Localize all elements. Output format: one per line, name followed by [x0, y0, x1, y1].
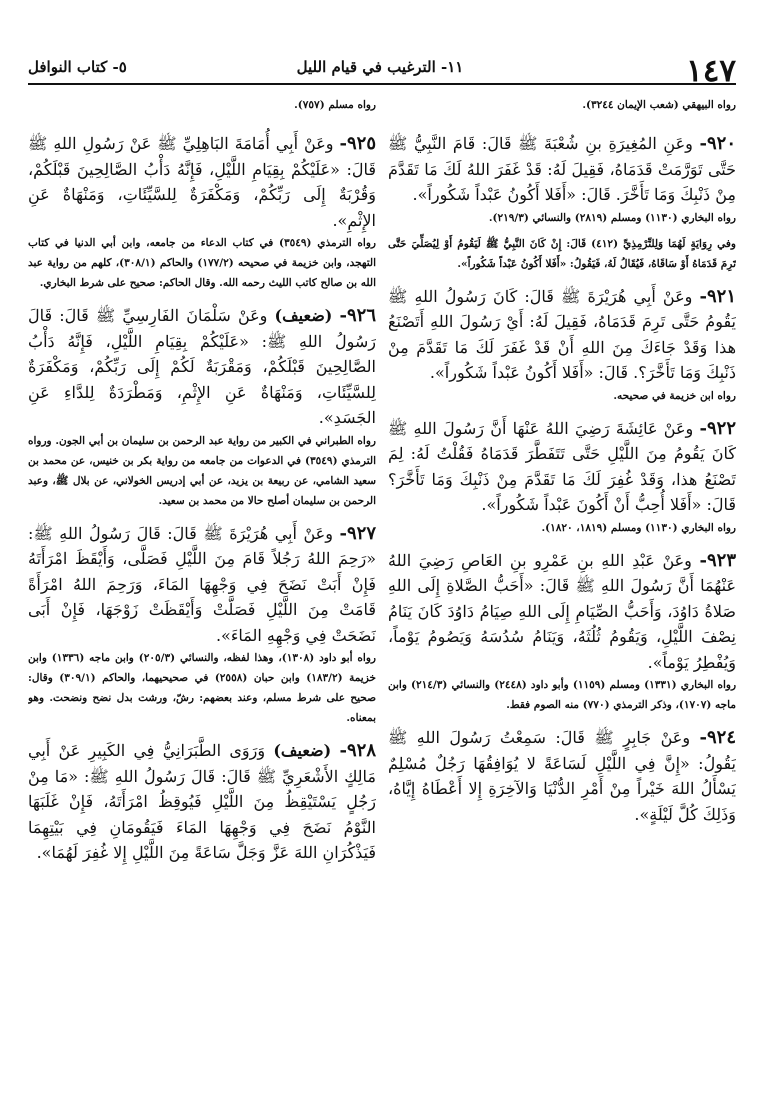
- source-note: رواه البخاري (١٣٣١) ومسلم (١١٥٩) وأبو داود (٢٤٤٨) والنسائي (٢١٤/٣) وابن ماجه (١٧٠٧)، وذكر الترمذي (٧٧٠) منه الصوم فقط.: [388, 679, 736, 711]
- source-note: رواه البيهقي (شعب الإيمان ٣٢٤٤).: [582, 99, 736, 111]
- hadith-number: ٩٢٠-: [699, 133, 736, 154]
- hadith-number: ٩٢٢-: [699, 417, 736, 439]
- source-note: رواه الترمذي (٣٥٤٩) في كتاب الدعاء من جامعه، وابن أبي الدنيا في كتاب التهجد، وابن خزيمة في صحيحه (١٧٧/٢) والحاكم (٣٠٨/١)، كلهم من رواية عبد الله بن صالح كاتب الليث رحمه الله. وقال الحاكم: صحيح على شرط البخاري.: [28, 237, 376, 289]
- hadith-text: ٩٢٨- (ضعيف) وَرَوَى الطَّبَرَانِيُّ فِي الكَبِيرِ عَنْ أَبِي مَالِكٍ الأَشْعَرِيِّ ﷺ قَالَ: قَالَ رَسُولُ اللهِ ﷺ: «مَا مِنْ رَجُلٍ يَسْتَيْقِظُ مِنَ اللَّيْلِ فَيُوقِظُ امْرَأَتَهُ، فَإِنْ غَلَبَهَا النَّوْمُ نَضَحَ فِي وَجْهِهَا المَاءَ فَيَقُومَانِ فِي بَيْتِهِمَا فَيَذْكُرَانِ اللهَ عَزَّ وَجَلَّ سَاعَةً مِنَ اللَّيْلِ إِلا غُفِرَ لَهُمَا».: [28, 740, 376, 862]
- hadith-text: ٩٢٦- (ضعيف) وعَنْ سَلْمَانَ الفَارِسِيِّ ﷺ قَالَ: قَالَ رَسُولُ اللهِ ﷺ: «عَلَيْكُمْ بِقِيَامِ اللَّيْلِ، فَإِنَّهُ دَأْبُ الصَّالِحِينَ قَبْلَكُمْ، وَمَقْرَبَةٌ لَكُمْ إِلَى رَبِّكُمْ، وَمَكْفَرَةٌ لِلسَّيِّئَاتِ، وَمَنْهَاةٌ عَنِ الإِثْمِ، وَمَطْرَدَةٌ لِلدَّاءِ عَنِ الجَسَدِ».: [28, 305, 376, 427]
- hadith-text: ٩٢٥- وعَنْ أَبِي أُمَامَةَ البَاهِلِيِّ ﷺ عَنْ رَسُولِ اللهِ ﷺ قَالَ: «عَلَيْكُمْ بِقِيَامِ اللَّيْلِ، فَإِنَّهُ دَأْبُ الصَّالِحِينَ قَبْلَكُمْ، وَقُرْبَةٌ إِلَى رَبِّكُمْ، وَمَكْفَرَةٌ لِلسَّيِّئَاتِ، وَمَنْهَاةٌ عَنِ الإِثْمِ».: [28, 133, 376, 230]
- hadith-920: [388, 131, 736, 274]
- source-note: رواه ابن خزيمة في صحيحه.: [613, 389, 736, 402]
- hadith-text: ٩٢٤- وعَنْ جَابِرٍ ﷺ قَالَ: سَمِعْتُ رَسُولَ اللهِ ﷺ يَقُولُ: «إِنَّ فِي اللَّيْلِ لَسَاعَةً لا يُوَافِقُهَا رَجُلٌ مُسْلِمٌ يَسْأَلُ اللهَ خَيْراً مِنْ أَمْرِ الدُّنْيَا وَالآخِرَةِ إِلا أَعْطَاهُ إِيَّاهُ، وَذَلِكَ كُلَّ لَيْلَةٍ».: [388, 727, 736, 824]
- hadith-924: [388, 725, 736, 827]
- header-rule: [28, 83, 736, 85]
- hadith-number: ٩٢٨-: [339, 740, 376, 761]
- hadith-927: [28, 521, 376, 729]
- hadith-text: ٩٢٧- وعَنْ أَبِي هُرَيْرَةَ ﷺ قَالَ: قَالَ رَسُولُ اللهِ ﷺ: «رَحِمَ اللهُ رَجُلاً قَامَ مِنَ اللَّيْلِ فَصَلَّى، وَأَيْقَظَ امْرَأَتَهُ فَإِنْ أَبَتْ نَضَحَ فِي وَجْهِهَا المَاءَ، وَرَحِمَ اللهُ امْرَأَةً قَامَتْ مِنَ اللَّيْلِ فَصَلَّتْ وَأَيْقَظَتْ زَوْجَهَا، فَإِنْ أَبَى نَضَحَتْ فِي وَجْهِهِ المَاءَ».: [28, 522, 376, 645]
- hadith-922: [388, 416, 736, 538]
- source-note: رواه البخاري (١١٣٠) ومسلم (٢٨١٩) والنسائي (٢١٩/٣).: [488, 211, 736, 224]
- hadith-925: [28, 131, 376, 293]
- hadith-number: ٩٢٥-: [339, 133, 376, 154]
- grade-tag: (ضعيف): [274, 306, 333, 325]
- hadith-number: ٩٢٣-: [699, 549, 736, 571]
- hadith-921: [388, 284, 736, 406]
- hadith-text: ٩٢٠- وعَنِ المُغِيرَةِ بنِ شُعْبَةَ ﷺ قَالَ: قَامَ النَّبِيُّ ﷺ حَتَّى تَوَرَّمَتْ قَدَمَاهُ، فَقِيلَ لَهُ: قَدْ غَفَرَ اللهُ لَكَ مَا تَقَدَّمَ مِنْ ذَنْبِكَ وَمَا تَأَخَّرَ. قَالَ: «أَفَلا أَكُونُ عَبْداً شَكُوراً».: [388, 133, 736, 204]
- hadith-928: [28, 738, 376, 866]
- hadith-923: [388, 548, 736, 716]
- chapter-title: ١١- الترغيب في قيام الليل: [296, 58, 464, 76]
- source-note: رواه البخاري (١١٣٠) ومسلم (١٨١٩، ١٨٢٠).: [541, 521, 736, 534]
- page-number: ١٤٧: [686, 53, 736, 89]
- hadith-text: ٩٢١- وعَنْ أَبِي هُرَيْرَةَ ﷺ قَالَ: كَانَ رَسُولُ اللهِ ﷺ يَقُومُ حَتَّى تَرِمَ قَدَمَاهُ، فَقِيلَ لَهُ: أَيْ رَسُولَ اللهِ أَتَصْنَعُ هذا وَقَدْ جَاءَكَ مِنَ اللهِ أَنْ قَدْ غَفَرَ لَكَ مَا تَقَدَّمَ مِنْ ذَنْبِكَ وَمَا تَأَخَّرَ؟. قَالَ: «أَفَلا أَكُونُ عَبْداً شَكُوراً».: [388, 285, 736, 382]
- source-note-extra: وفي رِوَايَةٍ لَهُمَا وَلِلتِّرْمِذِيِّ (٤١٢) قَالَ: إِنْ كَانَ النَّبِيُّ ﷺ لَيَقُومُ أَوْ لِيُصَلِّيَ حَتَّى تَرِمَ قَدَمَاهُ أَوْ سَاقَاهُ، فَيُقَالُ لَهُ، فَيَقُولُ: «أَفَلا أَكُونُ عَبْداً شَكُوراً».: [388, 237, 736, 270]
- book-title: ٥- كتاب النوافل: [28, 58, 127, 76]
- hadith-number: ٩٢١-: [699, 285, 736, 307]
- grade-tag: (ضعيف): [273, 741, 332, 760]
- source-note: رواه الطبراني في الكبير من رواية عبد الرحمن بن سليمان بن أبي الجون. ورواه الترمذي (٣٥٤٩) في الدعوات من جامعه من رواية بكر بن خنيس، عن محمد بن سعيد الشامي، عن ربيعة بن يزيد، عن أبي إدريس الخولاني، عن بلال ﷺ، وعبد الرحمن بن سليمان أصلح حالا من محمد بن سعيد.: [28, 434, 376, 507]
- hadith-number: ٩٢٦-: [339, 305, 376, 326]
- hadith-text: ٩٢٣- وعَنْ عَبْدِ اللهِ بنِ عَمْرِو بنِ العَاصِ رَضِيَ اللهُ عَنْهُمَا أَنَّ رَسُولَ اللهِ ﷺ قَالَ: «أَحَبُّ الصَّلاةِ إِلَى اللهِ صَلاةُ دَاوُدَ، وَأَحَبُّ الصِّيَامِ إِلَى اللهِ صِيَامُ دَاوُدَ كَانَ يَنَامُ نِصْفَ اللَّيْلِ، وَيَقُومُ ثُلُثَهُ، وَيَنَامُ سُدُسَهُ وَيَصُومُ يَوْماً، وَيُفْطِرُ يَوْماً».: [388, 549, 736, 672]
- hadith-text: ٩٢٢- وعَنْ عَائِشَةَ رَضِيَ اللهُ عَنْهَا أَنَّ رَسُولَ اللهِ ﷺ كَانَ يَقُومُ مِنَ اللَّيْلِ حَتَّى تَتَفَطَّرَ قَدَمَاهُ فَقُلْتُ لَهُ: لِمَ تَصْنَعُ هذا، وَقَدْ غُفِرَ لَكَ مَا تَقَدَّمَ مِنْ ذَنْبِكَ وَمَا تَأَخَّرَ؟ قَالَ: «أَفَلا أُحِبُّ أَنْ أَكُونَ عَبْداً شَكُوراً».: [388, 417, 736, 514]
- source-note: رواه مسلم (٧٥٧).: [294, 99, 376, 111]
- left-column: [28, 95, 376, 1090]
- hadith-number: ٩٢٤-: [699, 727, 736, 748]
- hadith-926: [28, 303, 376, 511]
- hadith-number: ٩٢٧-: [339, 522, 376, 544]
- right-column: [388, 95, 736, 1090]
- source-note: رواه أبو داود (١٣٠٨)، وهذا لفظه، والنسائي (٢٠٥/٣) وابن ماجه (١٣٣٦) وابن خزيمة (١٨٣/٢) وابن حبان (٢٥٥٨) في صحيحيهما، والحاكم (٣٠٩/١) وقال: صحيح على شرط مسلم، وعند بعضهم: رشّ، ورشت بدل نضح ونضحت. وهو بمعناه.: [28, 652, 376, 724]
